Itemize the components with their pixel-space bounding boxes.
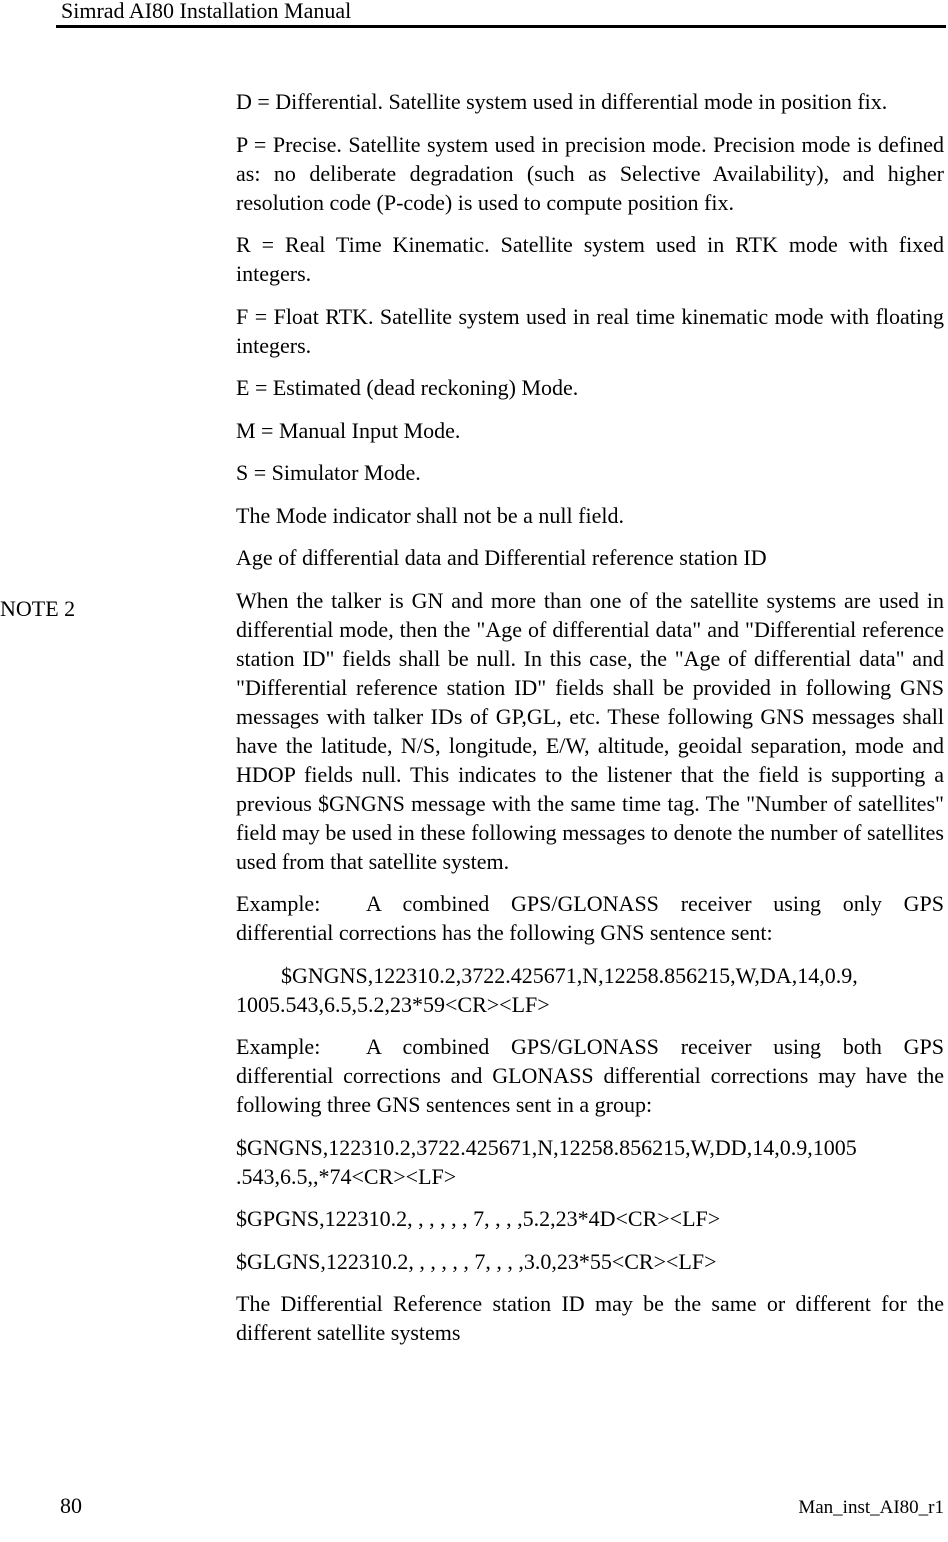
mode-def-float-rtk: F = Float RTK. Satellite system used in real time kinematic mode with floating integers.	[236, 303, 944, 358]
page-body	[236, 87, 944, 1361]
mode-def-rtk: R = Real Time Kinematic. Satellite system used in RTK mode with fixed integers.	[236, 232, 944, 286]
example-1-label: Example:	[236, 891, 321, 916]
note-2-label: NOTE 2	[0, 596, 76, 621]
example-2-sentence-1-line-1: $GNGNS,122310.2,3722.425671,N,12258.856215,W,DD,14,0.9,1005	[236, 1134, 857, 1160]
note-2-body: When the talker is GN and more than one of the satellite systems are used in differential mode, then the "Age of differential data" and "Differential reference station ID" fields shall be null. In this case, the "Age of differential data" and "Differential reference station ID" fields shall be provided in following GNS messages with talker IDs of GP,GL, etc. These following GNS messages shall have the latitude, N/S, longitude, E/W, altitude, geoidal separation, mode and HDOP fields null. This indicates to the listener that the field is supporting a previous $GNGNS message with the same time tag. The "Number of satellites" field may be used in these following messages to denote the number of satellites used from that satellite system.	[236, 587, 944, 874]
example-1-text: A combined GPS/GLONASS receiver using only GPS differential corrections has the following GNS sentence sent:	[236, 891, 944, 945]
mode-def-precise: P = Precise. Satellite system used in precision mode. Precision mode is defined as: no deliberate degradation (such as Selective Availability), and higher resolution code (P-code) is used to compute position fix.	[236, 131, 944, 215]
mode-def-differential: D = Differential. Satellite system used in differential mode in position fix.	[236, 89, 888, 114]
document-id: Man_inst_AI80_r1	[798, 1497, 944, 1518]
example-1-sentence-line-1: $GNGNS,122310.2,3722.425671,N,12258.856215,W,DA,14,0.9,	[281, 962, 858, 988]
example-2-label: Example:	[236, 1034, 321, 1059]
example-2-sentence-1	[236, 1133, 944, 1191]
mode-indicator-note: The Mode indicator shall not be a null field.	[236, 502, 624, 528]
example-1-sentence	[236, 961, 944, 1019]
mode-def-estimated: E = Estimated (dead reckoning) Mode.	[236, 375, 579, 400]
example-2	[236, 1032, 944, 1119]
closing-paragraph: The Differential Reference station ID may be the same or different for the different satellite systems	[236, 1291, 944, 1345]
page-number: 80	[60, 1493, 82, 1518]
example-2-sentence-2: $GPGNS,122310.2, , , , , , 7, , , ,5.2,23*4D<CR><LF>	[236, 1206, 721, 1231]
header-title: Simrad AI80 Installation Manual	[61, 0, 352, 23]
example-2-sentence-1-line-2: .543,6.5,,*74<CR><LF>	[236, 1163, 457, 1189]
page-header	[56, 0, 946, 28]
example-2-text: A combined GPS/GLONASS receiver using both GPS differential corrections and GLONASS differential corrections may have the following three GNS sentences sent in a group:	[236, 1034, 944, 1117]
example-1-sentence-line-2: 1005.543,6.5,5.2,23*59<CR><LF>	[236, 991, 550, 1017]
example-1	[236, 889, 944, 947]
mode-def-manual: M = Manual Input Mode.	[236, 417, 461, 443]
example-2-sentence-3: $GLGNS,122310.2, , , , , , 7, , , ,3.0,23*55<CR><LF>	[236, 1248, 717, 1274]
note-2-title: Age of differential data and Differential reference station ID	[236, 545, 767, 570]
mode-def-simulator: S = Simulator Mode.	[236, 460, 421, 485]
